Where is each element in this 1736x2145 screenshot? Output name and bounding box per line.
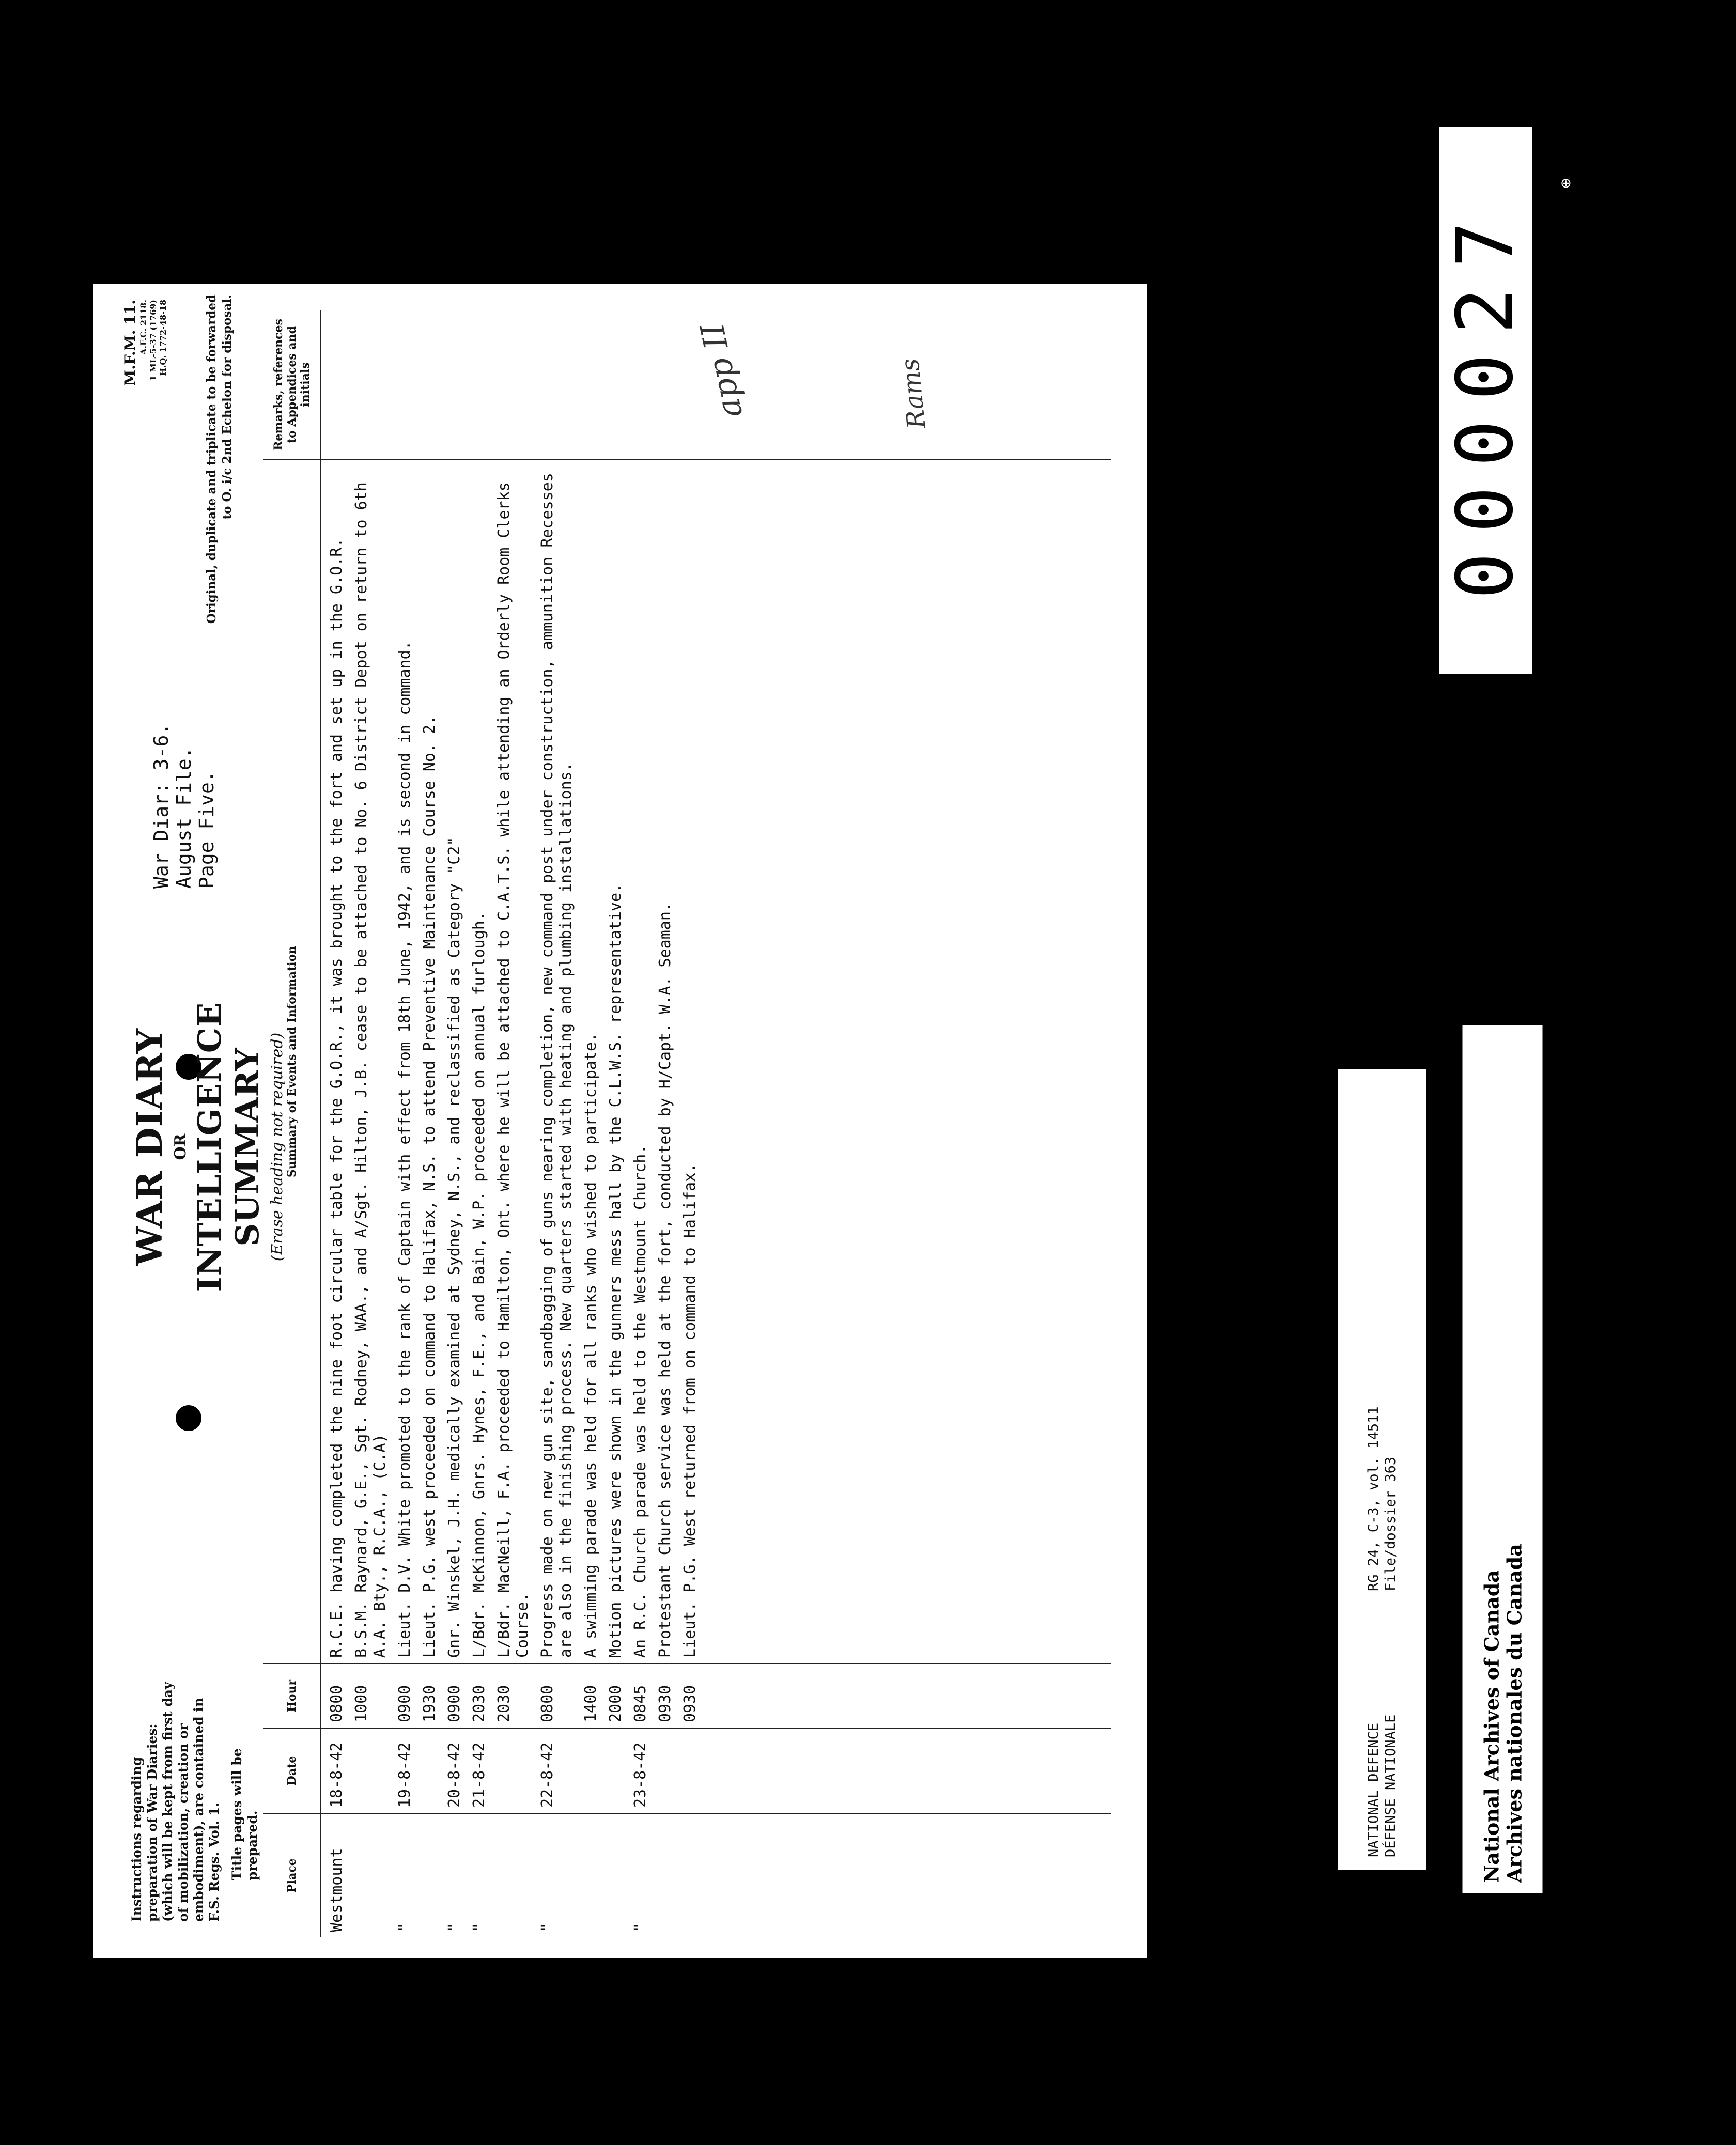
form-code: M.F.M. 11. bbox=[121, 300, 138, 386]
entry-hour: 2030 bbox=[489, 1664, 532, 1728]
entry-place: " bbox=[631, 1922, 649, 1932]
instructions-text: Instructions regarding preparation of War Diaries: (which will be kept from first day of mobilization, creation or embodiment), are contained in F.S. Regs. Vol. 1. bbox=[129, 1682, 222, 1922]
diary-entry bbox=[532, 310, 576, 1937]
entry-remarks bbox=[414, 310, 439, 460]
department-name bbox=[1365, 1620, 1399, 1857]
entry-date bbox=[489, 1728, 532, 1813]
entry-date: 18-8-42 bbox=[321, 1728, 346, 1813]
forwarding-note-line: to O. i/c 2nd Echelon for disposal. bbox=[220, 294, 234, 520]
entry-place bbox=[675, 1813, 700, 1937]
diary-blank-row bbox=[700, 310, 1111, 1937]
entry-date: 19-8-42 bbox=[390, 1728, 414, 1813]
diary-table bbox=[264, 310, 1111, 1937]
column-header-summary: Summary of Events and Information bbox=[264, 460, 321, 1664]
entry-summary: B.S.M. Raynard, G.E., Sgt. Rodney, WAA., and A/Sgt. Hilton, J.B. cease to be attached to No. 6 District Depot on return to 6th A.A. Bty., R.C.A., (C.A) bbox=[346, 460, 390, 1664]
diary-entry bbox=[650, 310, 675, 1937]
diary-entry bbox=[414, 310, 439, 1937]
entry-hour: 1400 bbox=[576, 1664, 600, 1728]
blank-cell bbox=[700, 1813, 1111, 1937]
column-header-date: Date bbox=[264, 1728, 321, 1813]
blank-cell bbox=[700, 1664, 1111, 1728]
entry-remarks bbox=[464, 310, 489, 460]
frame-registration-mark: ⊕ bbox=[1560, 176, 1572, 191]
column-header-place: Place bbox=[264, 1813, 321, 1937]
form-ref: A.F.C. 2118. bbox=[138, 300, 148, 355]
entry-hour: 0900 bbox=[390, 1664, 414, 1728]
initials-handwritten: Rams bbox=[895, 357, 932, 430]
diary-entry bbox=[390, 310, 414, 1937]
diary-entry bbox=[675, 310, 700, 1937]
diary-table-header bbox=[264, 310, 321, 1937]
blank-cell bbox=[700, 1728, 1111, 1813]
entry-summary: Lieut. P.G. West returned from on command to Halifax. bbox=[675, 460, 700, 1664]
entry-summary: Protestant Church service was held at the fort, conducted by H/Capt. W.A. Seaman. bbox=[650, 460, 675, 1664]
form-code-block bbox=[121, 300, 168, 542]
frame-number-wrapper bbox=[1439, 127, 1532, 674]
entry-summary: L/Bdr. MacNeill, F.A. proceeded to Hamilton, Ont. where he will be attached to C.A.T.S. while attending an Orderly Room Clerks Course. bbox=[489, 460, 532, 1664]
entry-remarks bbox=[600, 310, 625, 460]
diary-entry bbox=[600, 310, 625, 1937]
entry-remarks bbox=[532, 310, 576, 460]
diary-entry bbox=[321, 310, 346, 1937]
entry-remarks bbox=[650, 310, 675, 460]
diary-entry bbox=[576, 310, 600, 1937]
entry-place bbox=[600, 1813, 625, 1937]
blank-cell bbox=[700, 460, 1111, 1664]
title-pages-note: Title pages will be prepared. bbox=[229, 1748, 260, 1880]
entry-place bbox=[346, 1813, 390, 1937]
column-header-hour: Hour bbox=[264, 1664, 321, 1728]
entry-date bbox=[675, 1728, 700, 1813]
record-group-volume: RG 24, C-3, vol. 14511 bbox=[1366, 1406, 1382, 1591]
punch-hole-left bbox=[176, 1405, 202, 1431]
entry-hour: 0845 bbox=[625, 1664, 650, 1728]
entry-hour: 0800 bbox=[321, 1664, 346, 1728]
entry-summary: Gnr. Winskel, J.H. medically examined at Sydney, N.S., and reclassified as Category "C2" bbox=[439, 460, 464, 1664]
archives-name-fr: Archives nationales du Canada bbox=[1502, 1544, 1526, 1883]
entry-date bbox=[600, 1728, 625, 1813]
rg-reference-label bbox=[1338, 1069, 1426, 1870]
entry-hour: 1000 bbox=[346, 1664, 390, 1728]
entry-place bbox=[414, 1813, 439, 1937]
diary-entry bbox=[489, 310, 532, 1937]
entry-date bbox=[650, 1728, 675, 1813]
entry-place bbox=[650, 1813, 675, 1937]
entry-place bbox=[489, 1813, 532, 1937]
title-or: OR bbox=[172, 1133, 190, 1160]
entry-hour: 2030 bbox=[464, 1664, 489, 1728]
record-group-file: File/dossier 363 bbox=[1383, 1456, 1399, 1591]
appendix-handwritten-mark: app II bbox=[693, 320, 750, 422]
diary-entry bbox=[346, 310, 390, 1937]
entry-date bbox=[414, 1728, 439, 1813]
entry-date: 21-8-42 bbox=[464, 1728, 489, 1813]
entry-remarks bbox=[439, 310, 464, 460]
department-name-fr: DÉFENSE NATIONALE bbox=[1383, 1714, 1399, 1857]
entry-summary: An R.C. Church parade was held to the Westmount Church. bbox=[625, 460, 650, 1664]
entry-hour: 2000 bbox=[600, 1664, 625, 1728]
forwarding-note bbox=[204, 294, 235, 832]
entry-remarks bbox=[346, 310, 390, 460]
national-archives-label bbox=[1463, 1025, 1543, 1893]
form-ref: H.Q. 1772-48-18 bbox=[158, 300, 168, 376]
entry-place: " bbox=[470, 1922, 488, 1932]
entry-summary: Motion pictures were shown in the gunners mess hall by the C.L.W.S. representative. bbox=[600, 460, 625, 1664]
entry-remarks bbox=[321, 310, 346, 460]
entry-hour: 0930 bbox=[650, 1664, 675, 1728]
war-diary-sheet bbox=[93, 284, 1147, 1958]
entry-summary: Lieut. P.G. west proceeded on command to Halifax, N.S. to attend Preventive Maintenance Course No. 2. bbox=[414, 460, 439, 1664]
entry-remarks bbox=[390, 310, 414, 460]
entry-remarks bbox=[576, 310, 600, 460]
entry-remarks bbox=[625, 310, 650, 460]
entry-date: 22-8-42 bbox=[532, 1728, 576, 1813]
entry-hour: 0800 bbox=[532, 1664, 576, 1728]
diary-entry bbox=[625, 310, 650, 1937]
diary-ref-line: War Diar: 3-6. bbox=[150, 723, 173, 889]
erase-heading-note: (Erase heading not required) bbox=[268, 1032, 286, 1262]
form-title bbox=[129, 914, 286, 1379]
entry-hour: 0930 bbox=[675, 1664, 700, 1728]
forwarding-note-line: Original, duplicate and triplicate to be forwarded bbox=[205, 294, 219, 624]
entry-date: 23-8-42 bbox=[625, 1728, 650, 1813]
entry-place: " bbox=[538, 1922, 556, 1932]
diary-ref-line: August File. bbox=[173, 747, 195, 889]
column-header-remarks: Remarks, references to Appendices and initials bbox=[264, 310, 321, 460]
archives-name-en: National Archives of Canada bbox=[1480, 1570, 1504, 1883]
entry-summary: R.C.E. having completed the nine foot circular table for the G.O.R., it was brought to the fort and set up in the G.O.R. bbox=[321, 460, 346, 1664]
entry-summary: A swimming parade was held for all ranks who wished to participate. bbox=[576, 460, 600, 1664]
archives-label-wrapper bbox=[1462, 1025, 1542, 1893]
entry-summary: Lieut. D.V. White promoted to the rank of Captain with effect from 18th June, 1942, and is second in command. bbox=[390, 460, 414, 1664]
entry-place bbox=[576, 1813, 600, 1937]
diary-ref-line: Page Five. bbox=[195, 770, 218, 889]
entry-place: Westmount bbox=[328, 1848, 346, 1932]
department-name-en: NATIONAL DEFENCE bbox=[1366, 1722, 1382, 1857]
diary-entry bbox=[439, 310, 464, 1937]
entry-date bbox=[576, 1728, 600, 1813]
entry-hour: 1930 bbox=[414, 1664, 439, 1728]
entry-date: 20-8-42 bbox=[439, 1728, 464, 1813]
diary-entry bbox=[464, 310, 489, 1937]
entry-summary: Progress made on new gun site, sandbagging of guns nearing completion, new command post under construction, ammunition Recesses are also in the finishing process. New quarters started with heating and plumbing installations. bbox=[532, 460, 576, 1664]
instructions-block bbox=[129, 1679, 260, 1922]
title-war-diary: WAR DIARY bbox=[129, 1028, 171, 1266]
war-diary-sheet-wrapper bbox=[93, 284, 1147, 1958]
entry-place: " bbox=[396, 1922, 414, 1932]
entry-remarks bbox=[489, 310, 532, 460]
title-intelligence-summary: INTELLIGENCE SUMMARY bbox=[191, 1002, 266, 1292]
rg-label-wrapper bbox=[1338, 1069, 1426, 1870]
entry-place: " bbox=[445, 1922, 463, 1932]
entry-summary: L/Bdr. McKinnon, Gnrs. Hynes, F.E., and Bain, W.P. proceeded on annual furlough. bbox=[464, 460, 489, 1664]
entry-hour: 0900 bbox=[439, 1664, 464, 1728]
entry-date bbox=[346, 1728, 390, 1813]
form-ref: 1 ML-5-37 (1769) bbox=[148, 300, 158, 381]
frame-number: 000027 bbox=[1439, 127, 1532, 674]
record-group-reference bbox=[1365, 1302, 1399, 1591]
